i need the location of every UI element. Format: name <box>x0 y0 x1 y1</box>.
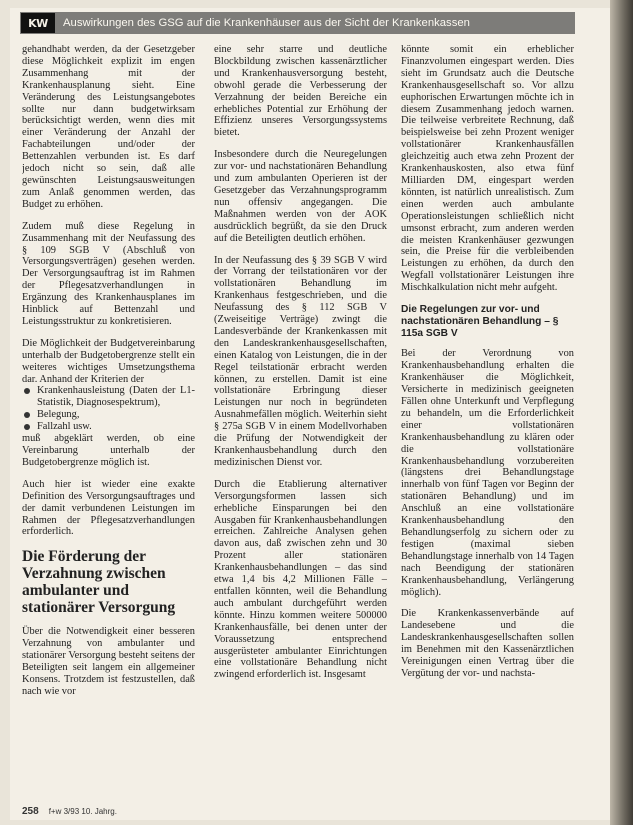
paragraph: Die Krankenkassenverbände auf Landesebene und die Landeskrankenhausgesellschaften sollen im Benehmen mit den Kassenärztlichen Vereinigungen einen Vertrag über die Vergütung der vor- und nachsta- <box>401 608 574 679</box>
text-column-1 <box>22 44 195 799</box>
criteria-list <box>22 385 195 433</box>
running-header <box>20 12 575 34</box>
list-item: Krankenhausleistung (Daten der L1-Statistik, Diagnosespektrum), <box>24 385 195 409</box>
paragraph: Die Möglichkeit der Budgetvereinbarung unterhalb der Budgetobergrenze stellt ein weiteres wichtiges Umsetzungsthema dar. Anhand der Kriterien der <box>22 337 195 385</box>
page-edge <box>610 0 633 825</box>
journal-logo <box>21 13 55 33</box>
paragraph: eine sehr starre und deutliche Blockbildung zwischen kassenärztlicher und Krankenhausversorgung besteht, obwohl gerade die Verbesserung der Verzahnung der beiden Bereiche ein erhebliches Potential zur Erhöhung der Effizienz unseres Versorgungssystems bietet. <box>214 44 387 139</box>
page-number: 258 <box>22 806 39 817</box>
paragraph: In der Neufassung des § 39 SGB V wird der Vorrang der teilstationären vor der vollstationären Behandlung im Krankenhaus festgeschrieben, und die Neufassung des § 112 SGB V (Zweiseitige Verträge) zwingt die Landesverbände der Krankenkassen mit den Landeskrankenhausgesellschaften, einen Katalog von Leistungen, die in der Regel teilstationär erbracht werden können, zu erstellen. Damit ist eine vollstationäre Erbringung dieser Leistungen nur noch in begründeten Ausnahmefällen möglich. Weiterhin sieht § 275a SGB V in einem Modellvorhaben die Prüfung der Notwendigkeit der Krankenhausbehandlung durch den medizinischen Dienst vor. <box>214 254 387 468</box>
page-footer <box>22 806 117 817</box>
paragraph: Insbesondere durch die Neuregelungen zur vor- und nachstationären Behandlung und zum ambulanten Operieren ist der Gesetzgeber das Verzahnungsprogramm nun offensiv angegangen. Die Maßnahmen werden von der AOK ausdrücklich begrüßt, da sie den Druck auf die Beteiligten deutlich erhöhen. <box>214 149 387 244</box>
paragraph: Bei der Verordnung von Krankenhausbehandlung erhalten die Krankenhäuser die Möglichkeit, Versicherte in medizinisch geeigneten Fällen ohne Unterkunft und Verpflegung zu behandeln, um die Erforderlichkeit einer vollstationären Krankenhausbehandlung zu klären oder die vollstationäre Krankenhausbehandlung vorzubereiten (längstens drei Behandlungstage innerhalb von fünf Tagen vor Beginn der stationären Behandlung) und im Anschluß an eine vollstationäre Krankenhausbehandlung den Behandlungserfolg zu sichern oder zu festigen (maximal sieben Behandlungstage innerhalb von 14 Tagen nach Beendigung der stationären Krankenhausbehandlung, Verlängerung möglich). <box>401 348 574 598</box>
text-column-3 <box>401 44 574 799</box>
journal-citation: f+w 3/93 10. Jahrg. <box>48 807 117 816</box>
paragraph: Durch die Etablierung alternativer Versorgungsformen lassen sich erhebliche Einsparungen bei den Ausgaben für Krankenhausbehandlungen erreichen. Zahlreiche Analysen gehen davon aus, daß zwischen zehn und 30 Prozent aller stationären Krankenhausbehandlungen – das sind etwa 1,4 bis 4,2 Millionen Fälle – entfallen könnten, weil die Behandlung auch ambulant durchgeführt werden könnte. Hinzu kommen weitere 500000 Krankenhausfälle, bei denen unter der Voraussetzung entsprechend ausgerüsteter ambulanter Einrichtungen eine vollstationäre Behandlung nicht zwingend erforderlich ist. Insgesamt <box>214 478 387 681</box>
sub-heading: Die Regelungen zur vor- und nachstationären Behandlung – § 115a SGB V <box>401 304 559 339</box>
paragraph: gehandhabt werden, da der Gesetzgeber diese Möglichkeit explizit im engen Zusammenhang mit der Krankenhausplanung sieht. Eine Veränderung des Leistungsangebotes sollte nur dann budgetwirksam berücksichtigt werden, wenn dies mit einer Veränderung der Anzahl der Fachabteilungen und/oder der Bettenzahlen verbunden ist. Es darf jedoch nicht so sein, daß alle gewünschten Leistungsausweitungen zum Anlaß genommen werden, das Budget zu erhöhen. <box>22 44 195 210</box>
text-column-2 <box>214 44 387 799</box>
section-heading: Die Förderung der Verzahnung zwischen ambulanter und stationärer Versorgung <box>22 548 176 617</box>
running-title: Auswirkungen des GSG auf die Krankenhäuser aus der Sicht der Krankenkassen <box>63 17 470 29</box>
paragraph: Zudem muß diese Regelung in Zusammenhang mit der Neufassung des § 109 SGB V (Abschluß von Versorgungsverträgen) gesehen werden. Der Versorgungsauftrag ist im Rahmen der Pflegesatzverhandlungen in Ergänzung des Krankenhausplanes im Hinblick auf Bettenzahl und Leistungsstruktur zu konkretisieren. <box>22 220 195 327</box>
list-item: Belegung, <box>24 409 195 421</box>
paragraph: könnte somit ein erheblicher Finanzvolumen eingespart werden. Dies sieht im Grundsatz auch die Deutsche Krankenhausgesellschaft so. Vor allzu euphorischen Erwartungen möchte ich in diesem Zusammenhang jedoch warnen. Die teilweise verbreitete Rechnung, daß beispielsweise bei zehn Prozent weniger vollstationärer Krankenhausfällen gleichzeitig auch etwa zehn Prozent der Krankenhauskosten, also etwa fünf Milliarden DM, eingespart werden könnten, ist natürlich unrealistisch. Zum einen werden auch ambulante Operationsleistungen schließlich nicht umsonst erbracht, zum anderen werden die meisten Krankenhäuser gezwungen sein, die Preise für die verbleibenden Leistungen zu erhöhen, da durch den Wegfall vollstationärer Leistungen ihre Mischkalkulation nicht mehr aufgeht. <box>401 44 574 294</box>
paragraph: Über die Notwendigkeit einer besseren Verzahnung von ambulanter und stationärer Versorgung besteht seitens der Beteiligten seit langem ein allgemeiner Konsens. Trotzdem ist festzustellen, daß nach wie vor <box>22 626 195 697</box>
paragraph: Auch hier ist wieder eine exakte Definition des Versorgungsauftrages und der damit verbundenen Leistungen im Rahmen der Pflegesatzverhandlungen erforderlich. <box>22 478 195 538</box>
paragraph: muß abgeklärt werden, ob eine Vereinbarung unterhalb der Budgetobergrenze möglich ist. <box>22 433 195 468</box>
journal-logo-text: KW <box>28 16 48 30</box>
list-item: Fallzahl usw. <box>24 421 195 433</box>
